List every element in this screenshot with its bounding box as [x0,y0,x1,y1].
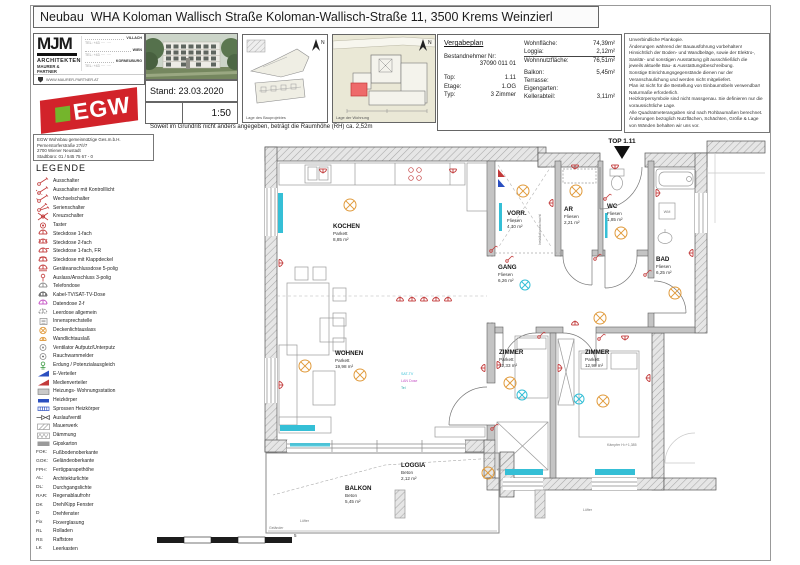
disclaimer-line: Änderungen bezüglich Nutzflächen, Schächten, Größe & Lage [629,116,759,122]
disclaimer-line: Heizkörpersymbole sind nicht massgenau. Sie definieren nur die [629,96,763,102]
svg-text:Beton: Beton [401,470,414,475]
abbreviation-icon [36,538,53,543]
disclaimer-line: Alle Quadratmeterangaben sind nach Rohbaumaßen berechnet. [629,109,763,115]
legend-label: Ausschalter [53,178,80,185]
disclaimer-text [624,33,770,133]
egw-address-line: 2700 Wiener Neustadt [37,148,81,154]
legend-label: Mauerwerk [53,423,78,430]
disclaimer-line: jeweils aktuelle Bau- & Ausstattungsbeschreibung. [629,63,734,69]
svg-text:BALKON: BALKON [345,485,372,492]
room-label-zimmer-2 [585,349,610,368]
leerdose-icon [36,308,53,317]
telefondose-icon [36,282,53,291]
svg-text:SAT-TV: SAT-TV [401,372,414,376]
legend-item [36,475,154,484]
scale-bar [157,533,297,543]
legend-item [36,352,154,361]
area-value: 74,39m² [592,41,615,47]
legend-abbr: DK [36,502,43,508]
site-plan-project-drawing [243,35,327,122]
legend-label: Heizungs- Wohnungsstation [53,388,116,395]
abbreviation-icon [36,450,53,455]
legend-abbr: RS [36,537,43,543]
svg-text:1,85 m²: 1,85 m² [607,217,623,222]
svg-text:5: 5 [294,533,297,538]
egw-address [33,134,154,161]
legend-label: Kabel-TV/SAT-TV-Dose [53,292,106,299]
legend-item [36,256,154,265]
area-label: Kellerabteil: [524,94,556,101]
gipskarton-icon [36,439,53,448]
area-row [524,93,615,101]
abbreviation-icon [36,459,53,464]
room-label-kochen [333,223,360,242]
unit-info-row [444,91,516,100]
svg-text:TOP 1.11: TOP 1.11 [608,138,636,145]
legend-label: Dämmung [53,432,77,439]
legend-label: Fixverglasung [53,519,85,526]
svg-text:AR: AR [564,206,573,213]
office-filler [85,48,131,52]
legend-item [36,396,154,405]
svg-text:BAD: BAD [656,256,670,263]
info-value: 1.11 [504,75,516,81]
svg-text:6,26 m²: 6,26 m² [498,278,514,283]
abbreviation-icon [36,494,53,499]
north-arrow-icon [312,39,325,51]
svg-text:Fliesen: Fliesen [498,272,513,277]
svg-text:WC: WC [607,203,618,210]
disclaimer-line: von Wänden behalten wir uns vor. [629,122,700,128]
floor-plan [155,133,770,559]
page-title: Neubau WHA Koloman Wallisch Straße Koloman-Wallisch-Straße 11, 3500 Krems Weinzierl [33,6,599,28]
building-photo [145,33,238,80]
svg-text:8,85 m²: 8,85 m² [333,237,349,242]
info-label: Top: [444,75,456,81]
mauerwerk-icon [36,422,53,431]
architect-website: WWW.MAURER-PARTNER.AT [46,77,99,82]
neighbour-structures [395,153,765,518]
area-value: 5,45m² [596,69,615,76]
kabel-tv-dose-icon [36,291,53,300]
legend-item [36,177,154,186]
disclaimer-line: voraussichtliche Lage. [629,102,676,108]
datendose-icon [36,299,53,308]
legend-item [36,536,154,545]
area-row [524,85,615,93]
svg-text:Lüfter: Lüfter [300,519,309,523]
kreuzschalter-icon [36,212,53,221]
scale-value: 1:50 [211,107,231,119]
legend-item [36,405,154,414]
legend-label: Heizkörper [53,397,78,404]
legend-heading: LEGENDE [36,163,87,173]
legend-item [36,545,154,554]
legend-label: Wechselschalter [53,195,90,202]
heizungsstation-icon [36,387,53,396]
legend-label: Fertigparapethöhe [53,467,94,474]
room-height-note: Soweit im Grundriß nicht anders angegeben, beträgt die Raumhöhe (RH) ca. 2,52m [150,124,373,130]
svg-text:2,21 m²: 2,21 m² [564,220,580,225]
room-label-bad [656,256,672,275]
sprossen-heizkoerper-icon [36,404,53,413]
legend-label: E-Verteiler [53,370,77,377]
building-photo-image [146,34,237,79]
area-label: Eigengarten: [524,86,559,93]
abbreviation-icon [36,476,53,481]
legend-label: Serienschalter [53,204,85,211]
ventilator-icon [36,343,53,352]
highlighted-unit [351,83,367,96]
legend-abbr: RAR: [36,493,48,499]
legend-item [36,527,154,536]
svg-text:LOGGIA: LOGGIA [401,462,426,469]
taster-icon [36,221,53,230]
legend-item [36,387,154,396]
svg-text:5,45 m²: 5,45 m² [345,499,361,504]
egw-logo-area [38,88,142,136]
site-plan-unit-caption: Lage der Wohnung [336,115,370,120]
deckenlichtauslass-icon [36,326,53,335]
legend-item [36,282,154,291]
legend-label: Regenablaufrohr [53,493,91,500]
legend-item [36,501,154,510]
svg-text:2,12 m²: 2,12 m² [401,476,417,481]
auslaufventil-icon [36,413,53,422]
room-label-vorraum [507,210,527,229]
area-row [524,40,615,48]
svg-text:GANG: GANG [498,264,517,271]
svg-text:19,98 m²: 19,98 m² [335,364,354,369]
office-city: VILLACH [126,36,142,40]
legend-abbr: D [36,511,40,517]
legend-label: Sprossen Heizkörper [53,405,100,412]
svg-text:KOCHEN: KOCHEN [333,223,360,230]
legend-label: Rolladen [53,528,73,535]
legend-abbr: AL: [36,476,44,482]
office-filler [85,36,124,40]
info-value: 3 Zimmer [490,92,516,98]
erdung-icon [36,361,53,370]
disclaimer-line: Sanitär- und sonstigen Ausstattung gilt ausschließlich die [629,56,748,62]
daemmung-icon [36,431,53,440]
info-label: Etage: [444,83,462,90]
e-verteiler-icon [36,369,53,378]
legend-item [36,221,154,230]
legend-label: Auslaufventil [53,414,82,421]
svg-text:N: N [321,40,325,46]
legend-label: Steckdose 1-fach, FR [53,248,102,255]
svg-text:LAN Dose: LAN Dose [401,379,418,383]
stand-date: Stand: 23.03.2020 [145,80,238,102]
wechselschalter-icon [36,194,53,203]
legend-item [36,273,154,282]
area-table [524,40,615,101]
unit-info-rows [444,74,516,100]
area-label: Terrasse: [524,77,549,84]
area-row [524,57,615,65]
room-label-wc [607,203,623,222]
legend-item [36,370,154,379]
area-row [524,77,615,85]
area-value: 3,11m² [596,94,615,101]
egw-address-line: Stadtbüro: 01 / 545 75 67 - 0 [37,153,93,159]
entrance-marker [608,138,636,159]
room-label-wohnen [335,350,364,369]
rauchwarnmelder-icon [36,352,53,361]
legend-label: Geräteanschlussdose 5-polig [53,265,118,272]
legend-label: Auslass/Anschluss 3-polig [53,274,112,281]
architect-office-tel: TEL: +43 ···· ···· [85,41,112,45]
disclaimer-line: Naturmaße erforderlich. [629,89,679,95]
bestandnehmer-number: 37090 011 01 [479,61,516,67]
architect-line1: ARCHITEKTEN [37,58,81,64]
egw-logo-text: EGW [71,91,133,126]
medienverteiler-icon [36,378,53,387]
wandlichtauslass-icon [36,334,53,343]
legend-item [36,326,154,335]
vergabeplan-heading: Vergabeplan [444,40,484,47]
site-plan-unit-drawing [333,35,435,122]
ausschalter-icon [36,177,53,186]
legend-abbr: RL [36,528,43,534]
legend-item [36,518,154,527]
room-label-balkon [345,485,372,504]
legend-label: Kreuzschalter [53,213,84,220]
legend-label: Datendose 2-f [53,300,85,307]
egw-logo [40,87,138,134]
disclaimer-line: Plan ist nicht für die Bestellung von Einbaumöbeln verwendbar! [629,83,761,89]
svg-text:6,25 m²: 6,25 m² [656,270,672,275]
site-plan-project-caption: Lage des Bauprojektes [246,115,286,120]
steckdose-2-icon [36,238,53,247]
legend-abbr: GOK: [36,458,48,464]
legend-item [36,378,154,387]
legend-item [36,466,154,475]
steckdose-1-fr-icon [36,247,53,256]
egw-address-line: EGW Wohnbau gemeinnützige Ges.m.b.H. [37,137,121,142]
legend-label: Gipskarton [53,440,78,447]
legend-item [36,457,154,466]
legend-item [36,448,154,457]
svg-text:4,10 m²: 4,10 m² [507,224,523,229]
legend-label: Ventilator Aufputz/Unterputz [53,344,115,351]
abbreviation-icon [36,511,53,516]
svg-text:Lüfter: Lüfter [583,508,592,512]
svg-text:12,98 m²: 12,98 m² [585,363,604,368]
svg-text:Parkett: Parkett [499,357,514,362]
legend-label: Innensprechstelle [53,318,93,325]
legend-abbr: FOK: [36,450,48,456]
legend-item [36,483,154,492]
office-city: KORNEUBURG [115,59,142,63]
site-plan-project [242,34,328,123]
legend-item [36,440,154,449]
disclaimer-line: Veranschaulichung und werden nicht mitgeliefert. [629,76,732,82]
legend-abbr: Fix [36,520,43,526]
legend-label: Medienverteiler [53,379,88,386]
legend-label: Leerdose allgemein [53,309,97,316]
legend-item [36,212,154,221]
abbreviation-icon [36,503,53,508]
architect-offices [81,36,142,71]
info-value: 1.OG [501,83,516,90]
radiators [278,193,635,475]
steckdose-klappdeckel-icon [36,256,53,265]
legend-abbr: DL: [36,485,44,491]
legend-abbr: LK [36,546,42,552]
scale-box [145,102,238,124]
legend-item [36,492,154,501]
legend-label: Steckdose 2-fach [53,239,92,246]
switch-icons [490,194,652,430]
svg-text:VORR.: VORR. [507,210,527,217]
office-city: WIEN [132,47,142,52]
legend-label: Deckenlichtauslass [53,327,96,334]
legend-label: Telefondose [53,283,80,290]
area-value: 2,12m² [596,49,615,56]
unit-info-row [444,74,516,83]
legend-item [36,247,154,256]
legend-label: Steckdose 1-fach [53,230,92,237]
info-label: Typ: [444,92,456,98]
legend-label: Wandlichtauslaß [53,335,90,342]
legend-item [36,203,154,212]
area-value: 76,51m² [592,58,615,65]
disclaimer-line: Änderungen während der Bauausführung vorbehalten! [629,43,743,49]
serienschalter-icon [36,203,53,212]
architect-block [33,33,145,85]
area-label: Wohnnutzfläche: [524,58,569,65]
disclaimer-line: Hinsichtlich der Boden- und Wandbeläge, sowie der Elektro-, [629,50,756,56]
legend-item [36,265,154,274]
disclaimer-line: Unverbindliche Plankopie. [629,37,684,42]
svg-text:Installationsschacht: Installationsschacht [538,214,542,245]
svg-text:Kämpfer H=+1,385: Kämpfer H=+1,385 [607,443,637,447]
svg-text:WOHNEN: WOHNEN [335,350,364,357]
svg-text:Fliesen: Fliesen [656,264,671,269]
room-label-gang [498,264,517,283]
legend-item [36,431,154,440]
svg-text:Geländer: Geländer [269,526,284,530]
architect-website-row [34,74,144,84]
egw-green-square-icon [55,106,70,123]
area-label: Loggia: [524,49,544,56]
bestandnehmer-label: Bestandnehmer Nr: [444,54,497,60]
geraeteanschlussdose-icon [36,264,53,273]
heizkoerper-icon [36,396,53,405]
legend-item [36,335,154,344]
architect-line2: MAURER & PARTNER [37,64,60,74]
crest-icon [38,77,43,83]
site-plan-unit [332,34,436,123]
legend-label: Steckdose mit Klappdeckel [53,257,114,264]
svg-text:Parkett: Parkett [335,358,350,363]
legend-label: Durchgangslichte [53,484,92,491]
legend-label: Raffstore [53,537,74,544]
area-label: Wohnfläche: [524,41,558,47]
legend-item [36,317,154,326]
legend-item [36,308,154,317]
verteiler-icons [498,169,505,187]
svg-text:WM: WM [663,210,671,214]
legend-label: Taster [53,222,67,229]
svg-text:Fliesen: Fliesen [507,218,522,223]
legend-item [36,291,154,300]
room-label-zimmer-1 [499,349,524,368]
area-row [524,48,615,57]
legend-abbr: FPH: [36,467,47,473]
legend-label: Drehfenster [53,510,80,517]
disclaimer-line: Sonstige Einrichtungsgegenstände dienen nur der [629,69,733,75]
svg-text:Parkett: Parkett [333,231,348,236]
logo-bar [37,53,77,56]
svg-text:Fliesen: Fliesen [564,214,579,219]
area-row [524,69,615,77]
legend-label: Dreh/Kipp Fenster [53,502,94,509]
area-label: Balkon: [524,69,545,76]
legend-item [36,186,154,195]
legend-item [36,413,154,422]
legend-item [36,238,154,247]
legend-label: Rauchwarnmelder [53,353,94,360]
egw-address-line: Pernerstorferstraße 27/I/7 [37,142,88,148]
room-label-loggia [401,462,426,481]
scale-empty-cell [146,103,183,123]
vergabeplan-box [437,34,622,131]
room-label-abstellraum [564,206,580,225]
unit-info-row [444,83,516,92]
svg-text:Fliesen: Fliesen [607,211,622,216]
svg-text:Parkett: Parkett [585,357,600,362]
legend-item [36,422,154,431]
legend-label: Geländeoberkante [53,458,95,465]
abbreviation-icon [36,546,53,551]
legend-item [36,343,154,352]
svg-text:Beton: Beton [345,493,358,498]
svg-text:ZIMMER: ZIMMER [499,349,524,356]
architect-office-tel: TEL: +43 ···· ···· [85,64,112,68]
legend-item [36,195,154,204]
abbreviation-icon [36,468,53,473]
abbreviation-icon [36,485,53,490]
legend-item [36,510,154,519]
innensprechstelle-icon [36,317,53,326]
steckdose-1-icon [36,229,53,238]
architect-logo: MJM [37,34,72,53]
legend-label: Leerkasten [53,545,78,552]
ausschalter-kontrolllicht-icon [36,186,53,195]
legend-label: Fußbodenoberkante [53,449,99,456]
svg-text:Tel: Tel [401,386,406,390]
legend-label: Erdung / Potenzialausgleich [53,362,115,369]
architect-office-tel: TEL: +43 ···· ···· [85,52,112,57]
legend-item [36,300,154,309]
auslass-3polig-icon [36,273,53,282]
legend-item [36,361,154,370]
svg-text:12,33 m²: 12,33 m² [499,363,518,368]
office-filler [85,59,114,63]
abbreviation-icon [36,529,53,534]
legend-item [36,230,154,239]
svg-text:ZIMMER: ZIMMER [585,349,610,356]
legend-label: Architekturlichte [53,475,89,482]
legend-list [36,177,154,553]
legend-label: Ausschalter mit Kontrolllicht [53,187,115,194]
abbreviation-icon [36,520,53,525]
svg-text:N: N [428,40,432,46]
